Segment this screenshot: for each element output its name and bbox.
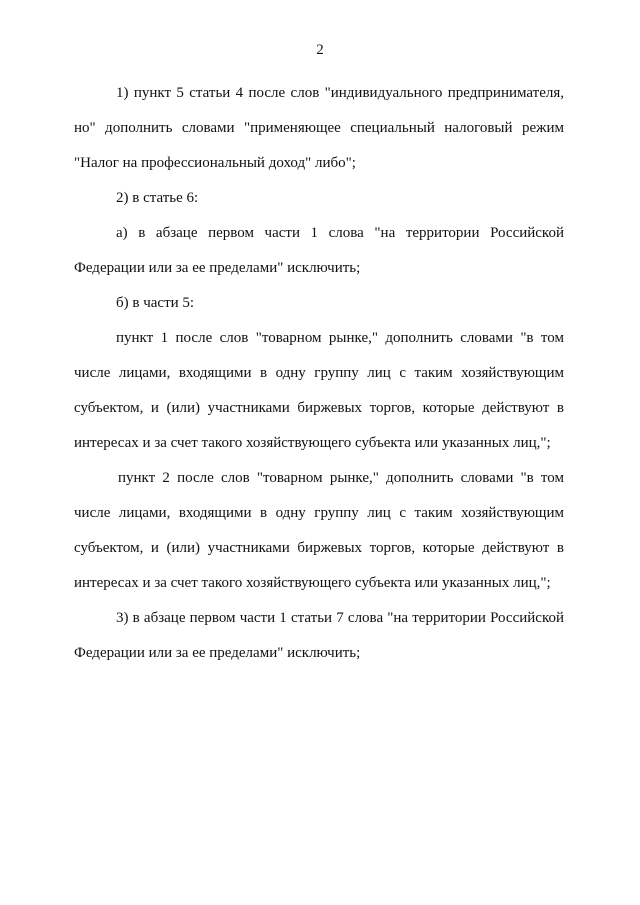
paragraph-item-2b-point-1: пункт 1 после слов "товарном рынке," дополнить словами "в том числе лицами, входящими в одну группу лиц с таким хозяйствующим субъектом, и (или) участниками биржевых торгов, которые действуют в интересах и за счет такого хозяйствующего субъекта или указанных лиц,"; xyxy=(74,330,564,451)
paragraph-item-3: 3) в абзаце первом части 1 статьи 7 слова "на территории Российской Федерации или за ее пределами" исключить; xyxy=(74,610,564,661)
paragraph-item-1: 1) пункт 5 статьи 4 после слов "индивидуального предпринимателя, но" дополнить словами "применяющее специальный налоговый режим "Налог на профессиональный доход" либо"; xyxy=(74,85,564,171)
page-number: 2 xyxy=(316,42,324,58)
paragraph-item-2b-point-2: пункт 2 после слов "товарном рынке," дополнить словами "в том числе лицами, входящими в одну группу лиц с таким хозяйствующим субъектом, и (или) участниками биржевых торгов, которые действуют в интересах и за счет такого хозяйствующего субъекта или указанных лиц,"; xyxy=(74,470,564,591)
paragraph-item-2b: б) в части 5: xyxy=(116,295,195,311)
paragraph-item-2: 2) в статье 6: xyxy=(116,190,199,206)
paragraph-item-2a: а) в абзаце первом части 1 слова "на территории Российской Федерации или за ее пределами" исключить; xyxy=(74,225,564,276)
document-body xyxy=(74,76,564,671)
